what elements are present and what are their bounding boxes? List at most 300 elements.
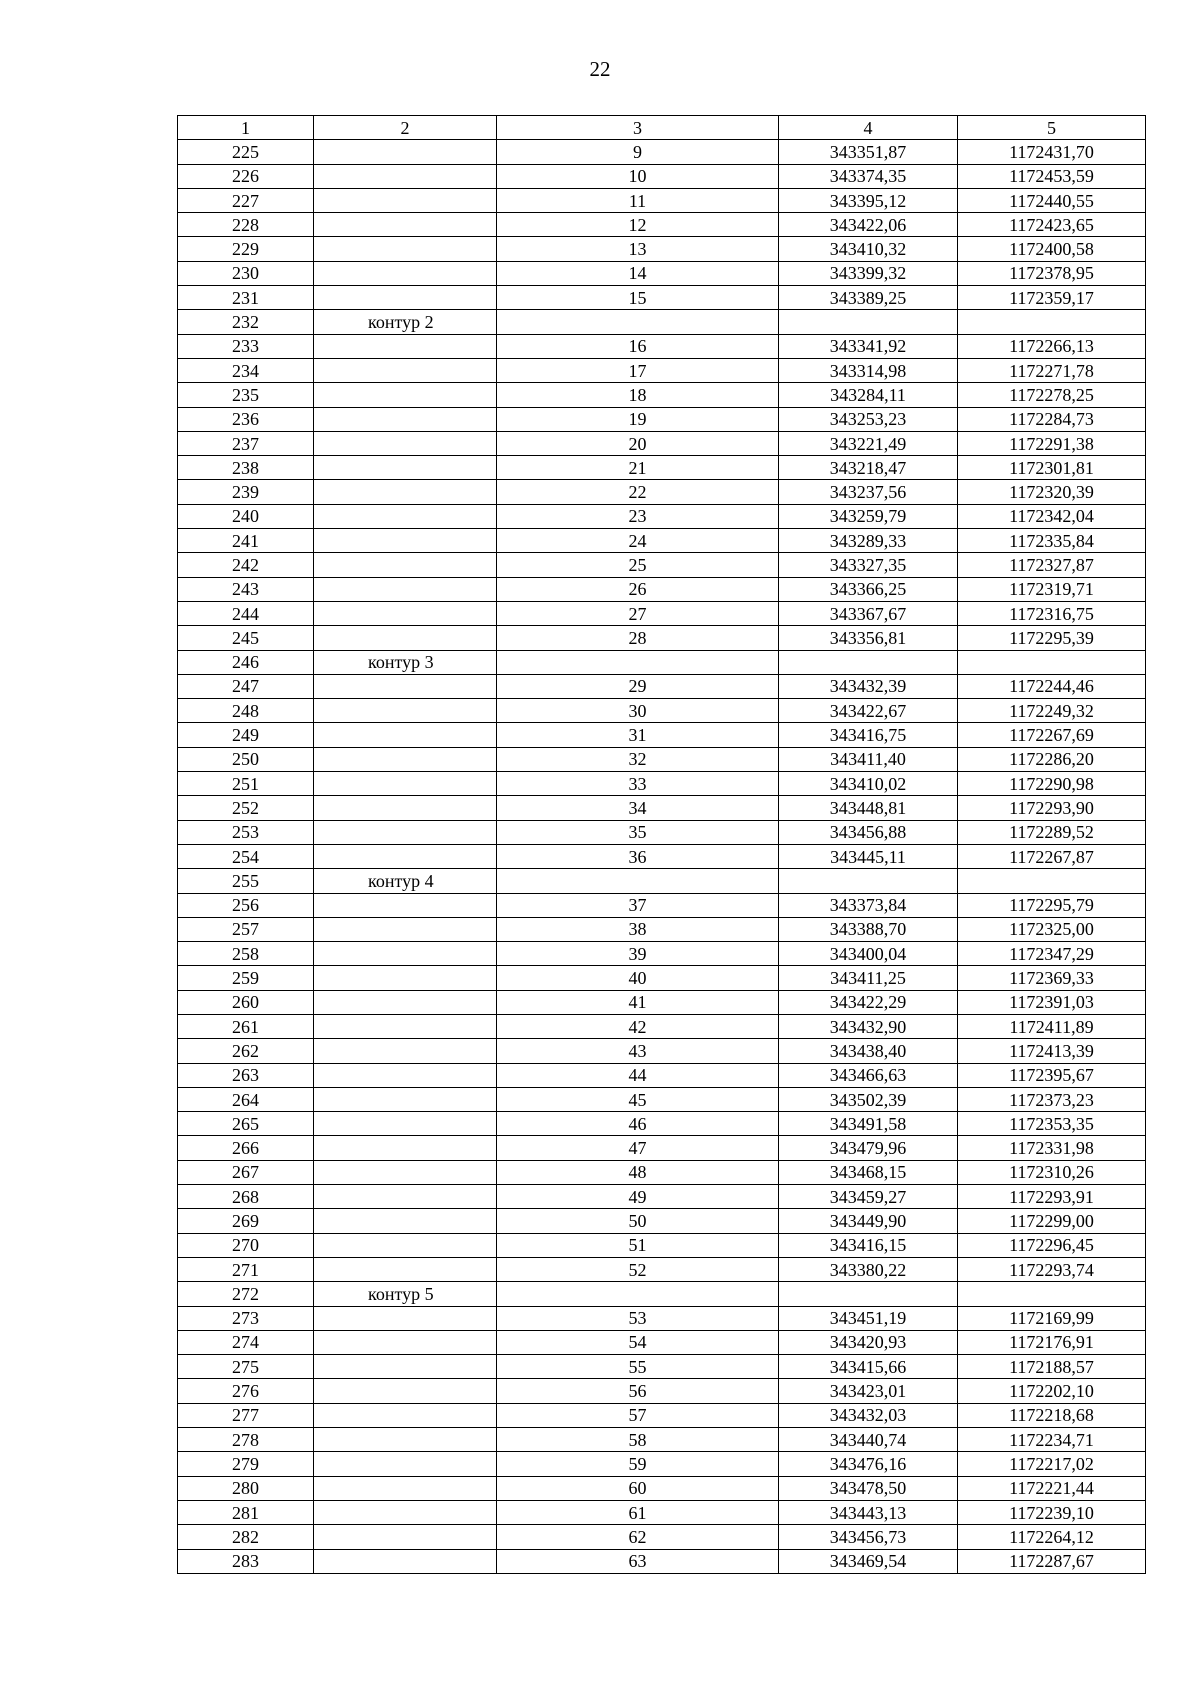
- table-cell-col-3: 59: [497, 1452, 779, 1476]
- table-cell-col-2: [314, 480, 497, 504]
- table-cell-col-4: [779, 869, 958, 893]
- table-cell-col-5: 1172431,70: [958, 140, 1146, 164]
- table-row: [178, 1257, 1146, 1281]
- table-cell-col-1: 276: [178, 1379, 314, 1403]
- table-cell-col-2: [314, 529, 497, 553]
- table-cell-col-5: 1172327,87: [958, 553, 1146, 577]
- table-cell-col-1: 271: [178, 1257, 314, 1281]
- table-cell-col-5: 1172296,45: [958, 1233, 1146, 1257]
- column-header-5: 5: [958, 116, 1146, 140]
- table-row: [178, 966, 1146, 990]
- table-cell-col-2: [314, 1014, 497, 1038]
- table-row: [178, 796, 1146, 820]
- table-cell-col-5: 1172287,67: [958, 1549, 1146, 1573]
- table-cell-col-5: 1172331,98: [958, 1136, 1146, 1160]
- table-cell-col-5: 1172373,23: [958, 1087, 1146, 1111]
- table-cell-col-3: 15: [497, 286, 779, 310]
- table-cell-col-2: [314, 626, 497, 650]
- table-cell-col-2: [314, 893, 497, 917]
- table-cell-col-3: 22: [497, 480, 779, 504]
- table-cell-col-4: 343327,35: [779, 553, 958, 577]
- table-cell-col-4: 343289,33: [779, 529, 958, 553]
- table-cell-col-4: 343221,49: [779, 431, 958, 455]
- table-cell-col-4: 343373,84: [779, 893, 958, 917]
- table-cell-col-5: 1172271,78: [958, 358, 1146, 382]
- table-cell-col-2: [314, 1185, 497, 1209]
- table-cell-col-4: 343432,03: [779, 1403, 958, 1427]
- table-cell-col-5: 1172267,69: [958, 723, 1146, 747]
- table-cell-col-4: 343443,13: [779, 1500, 958, 1524]
- table-cell-col-4: 343416,75: [779, 723, 958, 747]
- table-cell-col-1: 231: [178, 286, 314, 310]
- table-cell-col-4: 343438,40: [779, 1039, 958, 1063]
- table-cell-col-4: 343400,04: [779, 942, 958, 966]
- table-cell-col-3: 45: [497, 1087, 779, 1111]
- table-cell-col-2: [314, 747, 497, 771]
- table-row: [178, 1209, 1146, 1233]
- table-cell-col-5: 1172188,57: [958, 1355, 1146, 1379]
- table-cell-col-1: 248: [178, 699, 314, 723]
- table-cell-col-3: 48: [497, 1160, 779, 1184]
- table-cell-col-4: 343253,23: [779, 407, 958, 431]
- table-cell-col-5: 1172289,52: [958, 820, 1146, 844]
- table-cell-col-3: 29: [497, 674, 779, 698]
- table-row: [178, 1160, 1146, 1184]
- table-cell-col-2: [314, 1136, 497, 1160]
- table-cell-col-2: [314, 383, 497, 407]
- table-row: [178, 820, 1146, 844]
- table-cell-col-1: 260: [178, 990, 314, 1014]
- table-cell-col-5: 1172411,89: [958, 1014, 1146, 1038]
- table-row: [178, 1233, 1146, 1257]
- column-header-4: 4: [779, 116, 958, 140]
- table-cell-col-5: 1172234,71: [958, 1428, 1146, 1452]
- table-cell-col-3: 12: [497, 213, 779, 237]
- table-cell-col-3: 54: [497, 1330, 779, 1354]
- table-cell-col-1: 253: [178, 820, 314, 844]
- table-cell-col-5: 1172244,46: [958, 674, 1146, 698]
- table-cell-col-5: [958, 869, 1146, 893]
- table-cell-col-5: 1172440,55: [958, 188, 1146, 212]
- table-cell-col-5: 1172395,67: [958, 1063, 1146, 1087]
- table-cell-col-5: 1172286,20: [958, 747, 1146, 771]
- table-cell-col-2: [314, 772, 497, 796]
- table-cell-col-2: [314, 577, 497, 601]
- table-cell-col-3: 14: [497, 261, 779, 285]
- table-cell-col-1: 280: [178, 1476, 314, 1500]
- table-cell-col-1: 277: [178, 1403, 314, 1427]
- table-cell-col-4: 343469,54: [779, 1549, 958, 1573]
- table-row: [178, 383, 1146, 407]
- table-cell-col-4: 343367,67: [779, 601, 958, 625]
- table-cell-col-2: [314, 674, 497, 698]
- table-cell-col-1: 255: [178, 869, 314, 893]
- table-cell-col-2: [314, 723, 497, 747]
- table-cell-col-3: 18: [497, 383, 779, 407]
- table-cell-col-4: 343389,25: [779, 286, 958, 310]
- table-row: [178, 917, 1146, 941]
- table-cell-col-1: 236: [178, 407, 314, 431]
- table-cell-col-3: 62: [497, 1525, 779, 1549]
- table-cell-col-3: 58: [497, 1428, 779, 1452]
- table-cell-col-5: 1172423,65: [958, 213, 1146, 237]
- table-cell-col-4: 343459,27: [779, 1185, 958, 1209]
- table-cell-col-4: 343416,15: [779, 1233, 958, 1257]
- table-cell-col-3: 33: [497, 772, 779, 796]
- table-cell-col-1: 233: [178, 334, 314, 358]
- table-cell-col-4: 343374,35: [779, 164, 958, 188]
- table-cell-col-4: 343449,90: [779, 1209, 958, 1233]
- table-cell-col-3: 36: [497, 844, 779, 868]
- table-cell-col-2: [314, 431, 497, 455]
- table-row: [178, 626, 1146, 650]
- table-cell-col-5: 1172301,81: [958, 456, 1146, 480]
- table-cell-col-5: 1172266,13: [958, 334, 1146, 358]
- table-cell-col-2: [314, 1112, 497, 1136]
- table-cell-col-3: 56: [497, 1379, 779, 1403]
- table-cell-col-4: 343420,93: [779, 1330, 958, 1354]
- table-cell-col-2: [314, 1379, 497, 1403]
- coordinates-table: [177, 115, 1146, 1574]
- table-cell-col-3: 51: [497, 1233, 779, 1257]
- table-cell-col-3: 57: [497, 1403, 779, 1427]
- table-cell-col-5: 1172316,75: [958, 601, 1146, 625]
- table-cell-col-5: 1172217,02: [958, 1452, 1146, 1476]
- table-header-row: [178, 116, 1146, 140]
- table-cell-col-1: 257: [178, 917, 314, 941]
- table-cell-col-4: 343410,32: [779, 237, 958, 261]
- table-cell-col-4: 343411,40: [779, 747, 958, 771]
- table-cell-col-4: 343410,02: [779, 772, 958, 796]
- table-cell-col-3: [497, 1282, 779, 1306]
- table-cell-col-1: 238: [178, 456, 314, 480]
- table-cell-col-4: 343399,32: [779, 261, 958, 285]
- table-cell-col-2: [314, 966, 497, 990]
- table-cell-col-2: [314, 358, 497, 382]
- table-row: [178, 1087, 1146, 1111]
- table-cell-col-5: 1172325,00: [958, 917, 1146, 941]
- table-row: [178, 213, 1146, 237]
- table-row: [178, 1306, 1146, 1330]
- table-cell-col-5: 1172249,32: [958, 699, 1146, 723]
- table-cell-col-4: 343395,12: [779, 188, 958, 212]
- table-cell-col-5: 1172290,98: [958, 772, 1146, 796]
- table-cell-col-3: [497, 869, 779, 893]
- table-cell-col-4: 343356,81: [779, 626, 958, 650]
- table-cell-col-5: 1172413,39: [958, 1039, 1146, 1063]
- table-cell-col-1: 228: [178, 213, 314, 237]
- table-cell-col-1: 240: [178, 504, 314, 528]
- table-cell-col-5: 1172218,68: [958, 1403, 1146, 1427]
- table-cell-col-2: [314, 553, 497, 577]
- table-row: [178, 529, 1146, 553]
- table-row: [178, 869, 1146, 893]
- table-cell-col-3: 25: [497, 553, 779, 577]
- table-row: [178, 286, 1146, 310]
- table-cell-col-5: 1172342,04: [958, 504, 1146, 528]
- table-cell-col-3: 28: [497, 626, 779, 650]
- table-row: [178, 456, 1146, 480]
- table-cell-col-1: 282: [178, 1525, 314, 1549]
- table-cell-col-2: [314, 990, 497, 1014]
- table-cell-col-5: 1172202,10: [958, 1379, 1146, 1403]
- table-cell-col-5: 1172319,71: [958, 577, 1146, 601]
- table-cell-col-3: 10: [497, 164, 779, 188]
- table-cell-col-1: 244: [178, 601, 314, 625]
- table-cell-col-5: 1172221,44: [958, 1476, 1146, 1500]
- table-cell-col-4: 343456,73: [779, 1525, 958, 1549]
- table-body: [178, 140, 1146, 1574]
- table-cell-col-5: 1172284,73: [958, 407, 1146, 431]
- table-cell-col-4: 343448,81: [779, 796, 958, 820]
- table-cell-col-1: 241: [178, 529, 314, 553]
- table-cell-col-3: 11: [497, 188, 779, 212]
- table-cell-col-3: 34: [497, 796, 779, 820]
- table-cell-col-2: [314, 188, 497, 212]
- table-cell-col-2: [314, 1063, 497, 1087]
- table-cell-col-5: [958, 310, 1146, 334]
- table-cell-col-2: [314, 1476, 497, 1500]
- table-cell-col-2: [314, 1209, 497, 1233]
- table-cell-col-4: 343468,15: [779, 1160, 958, 1184]
- table-cell-col-4: 343445,11: [779, 844, 958, 868]
- table-cell-col-1: 230: [178, 261, 314, 285]
- table-cell-col-1: 234: [178, 358, 314, 382]
- table-row: [178, 942, 1146, 966]
- table-cell-col-1: 232: [178, 310, 314, 334]
- table-row: [178, 310, 1146, 334]
- table-cell-col-1: 227: [178, 188, 314, 212]
- table-cell-col-3: 47: [497, 1136, 779, 1160]
- table-row: [178, 1549, 1146, 1573]
- table-cell-col-1: 278: [178, 1428, 314, 1452]
- table-cell-col-4: [779, 1282, 958, 1306]
- table-cell-col-1: 246: [178, 650, 314, 674]
- table-cell-col-3: 37: [497, 893, 779, 917]
- table-cell-col-2: [314, 1160, 497, 1184]
- table-cell-col-1: 252: [178, 796, 314, 820]
- table-row: [178, 601, 1146, 625]
- table-cell-col-2: [314, 917, 497, 941]
- table-cell-col-3: 24: [497, 529, 779, 553]
- table-cell-col-4: 343366,25: [779, 577, 958, 601]
- table-cell-col-2: [314, 1087, 497, 1111]
- table-cell-col-2: [314, 820, 497, 844]
- table-cell-col-2: [314, 1257, 497, 1281]
- table-cell-col-5: 1172299,00: [958, 1209, 1146, 1233]
- table-row: [178, 1063, 1146, 1087]
- table-cell-col-1: 261: [178, 1014, 314, 1038]
- table-cell-col-2: [314, 699, 497, 723]
- table-row: [178, 261, 1146, 285]
- table-cell-col-1: 256: [178, 893, 314, 917]
- table-cell-col-1: 229: [178, 237, 314, 261]
- table-cell-col-2: [314, 1428, 497, 1452]
- table-cell-col-3: 53: [497, 1306, 779, 1330]
- table-cell-col-5: 1172353,35: [958, 1112, 1146, 1136]
- table-cell-col-1: 275: [178, 1355, 314, 1379]
- table-row: [178, 772, 1146, 796]
- table-cell-col-4: 343422,06: [779, 213, 958, 237]
- table-cell-col-2: [314, 286, 497, 310]
- table-row: [178, 1355, 1146, 1379]
- table-cell-col-3: 46: [497, 1112, 779, 1136]
- table-cell-col-1: 266: [178, 1136, 314, 1160]
- table-cell-col-5: 1172400,58: [958, 237, 1146, 261]
- table-cell-col-1: 242: [178, 553, 314, 577]
- table-cell-col-3: 43: [497, 1039, 779, 1063]
- table-cell-col-1: 235: [178, 383, 314, 407]
- table-cell-col-3: 49: [497, 1185, 779, 1209]
- table-cell-col-4: 343422,67: [779, 699, 958, 723]
- table-cell-col-1: 283: [178, 1549, 314, 1573]
- table-cell-col-4: 343423,01: [779, 1379, 958, 1403]
- table-row: [178, 480, 1146, 504]
- table-cell-col-4: 343479,96: [779, 1136, 958, 1160]
- table-cell-col-2: [314, 164, 497, 188]
- table-cell-col-2: [314, 1452, 497, 1476]
- table-cell-col-3: 20: [497, 431, 779, 455]
- table-cell-col-2: контур 2: [314, 310, 497, 334]
- table-cell-col-2: [314, 1355, 497, 1379]
- table-cell-col-4: 343432,39: [779, 674, 958, 698]
- table-cell-col-3: 13: [497, 237, 779, 261]
- table-cell-col-3: 60: [497, 1476, 779, 1500]
- table-cell-col-3: 19: [497, 407, 779, 431]
- table-cell-col-4: 343351,87: [779, 140, 958, 164]
- table-cell-col-1: 272: [178, 1282, 314, 1306]
- table-cell-col-3: 42: [497, 1014, 779, 1038]
- table-cell-col-5: 1172335,84: [958, 529, 1146, 553]
- table-cell-col-1: 273: [178, 1306, 314, 1330]
- table-row: [178, 1403, 1146, 1427]
- table-cell-col-5: 1172169,99: [958, 1306, 1146, 1330]
- table-row: [178, 699, 1146, 723]
- table-cell-col-3: 23: [497, 504, 779, 528]
- table-cell-col-1: 226: [178, 164, 314, 188]
- table-row: [178, 844, 1146, 868]
- table-cell-col-2: [314, 942, 497, 966]
- table-row: [178, 1525, 1146, 1549]
- table-cell-col-1: 243: [178, 577, 314, 601]
- table-cell-col-5: 1172293,91: [958, 1185, 1146, 1209]
- table-row: [178, 504, 1146, 528]
- table-cell-col-4: 343341,92: [779, 334, 958, 358]
- table-cell-col-1: 245: [178, 626, 314, 650]
- table-cell-col-2: [314, 1549, 497, 1573]
- table-cell-col-3: 61: [497, 1500, 779, 1524]
- table-cell-col-1: 279: [178, 1452, 314, 1476]
- table-cell-col-1: 268: [178, 1185, 314, 1209]
- table-cell-col-4: 343259,79: [779, 504, 958, 528]
- table-row: [178, 1185, 1146, 1209]
- table-cell-col-5: 1172310,26: [958, 1160, 1146, 1184]
- table-cell-col-2: [314, 844, 497, 868]
- table-cell-col-3: 31: [497, 723, 779, 747]
- table-cell-col-2: [314, 1403, 497, 1427]
- table-cell-col-2: [314, 237, 497, 261]
- table-cell-col-1: 250: [178, 747, 314, 771]
- table-row: [178, 1428, 1146, 1452]
- table-row: [178, 1379, 1146, 1403]
- table-cell-col-3: 55: [497, 1355, 779, 1379]
- table-cell-col-4: 343476,16: [779, 1452, 958, 1476]
- table-cell-col-3: 63: [497, 1549, 779, 1573]
- table-cell-col-4: 343432,90: [779, 1014, 958, 1038]
- table-cell-col-4: [779, 310, 958, 334]
- table-row: [178, 747, 1146, 771]
- table-cell-col-4: 343415,66: [779, 1355, 958, 1379]
- table-cell-col-4: 343314,98: [779, 358, 958, 382]
- table-cell-col-4: 343440,74: [779, 1428, 958, 1452]
- column-header-3: 3: [497, 116, 779, 140]
- column-header-1: 1: [178, 116, 314, 140]
- table-cell-col-2: [314, 456, 497, 480]
- table-row: [178, 893, 1146, 917]
- table-row: [178, 723, 1146, 747]
- table-row: [178, 990, 1146, 1014]
- table-cell-col-2: [314, 1233, 497, 1257]
- table-cell-col-2: [314, 140, 497, 164]
- table-cell-col-1: 270: [178, 1233, 314, 1257]
- table-cell-col-1: 269: [178, 1209, 314, 1233]
- table-cell-col-1: 247: [178, 674, 314, 698]
- table-cell-col-1: 264: [178, 1087, 314, 1111]
- table-cell-col-5: 1172267,87: [958, 844, 1146, 868]
- table-cell-col-1: 237: [178, 431, 314, 455]
- table-cell-col-5: 1172278,25: [958, 383, 1146, 407]
- table-row: [178, 1039, 1146, 1063]
- table-cell-col-5: [958, 1282, 1146, 1306]
- table-cell-col-2: [314, 1330, 497, 1354]
- table-row: [178, 1452, 1146, 1476]
- table-row: [178, 674, 1146, 698]
- table-row: [178, 1476, 1146, 1500]
- table-cell-col-1: 259: [178, 966, 314, 990]
- table-cell-col-5: 1172347,29: [958, 942, 1146, 966]
- table-cell-col-2: контур 3: [314, 650, 497, 674]
- table-cell-col-1: 258: [178, 942, 314, 966]
- table-cell-col-5: 1172453,59: [958, 164, 1146, 188]
- table-cell-col-1: 262: [178, 1039, 314, 1063]
- table-cell-col-4: 343451,19: [779, 1306, 958, 1330]
- table-cell-col-2: [314, 1306, 497, 1330]
- table-cell-col-2: [314, 407, 497, 431]
- table-cell-col-2: [314, 601, 497, 625]
- table-cell-col-1: 249: [178, 723, 314, 747]
- table-cell-col-2: контур 5: [314, 1282, 497, 1306]
- table-cell-col-1: 274: [178, 1330, 314, 1354]
- table-cell-col-4: 343380,22: [779, 1257, 958, 1281]
- table-cell-col-1: 267: [178, 1160, 314, 1184]
- table-cell-col-4: 343411,25: [779, 966, 958, 990]
- table-row: [178, 650, 1146, 674]
- table-row: [178, 1282, 1146, 1306]
- table-cell-col-5: 1172295,79: [958, 893, 1146, 917]
- table-cell-col-5: 1172291,38: [958, 431, 1146, 455]
- table-cell-col-3: 26: [497, 577, 779, 601]
- table-row: [178, 1500, 1146, 1524]
- table-cell-col-3: 32: [497, 747, 779, 771]
- page-number: 22: [589, 57, 611, 81]
- table-cell-col-4: 343422,29: [779, 990, 958, 1014]
- table-cell-col-5: 1172378,95: [958, 261, 1146, 285]
- table-row: [178, 188, 1146, 212]
- table-cell-col-2: [314, 796, 497, 820]
- table-cell-col-2: [314, 213, 497, 237]
- column-header-2: 2: [314, 116, 497, 140]
- table-cell-col-5: 1172293,74: [958, 1257, 1146, 1281]
